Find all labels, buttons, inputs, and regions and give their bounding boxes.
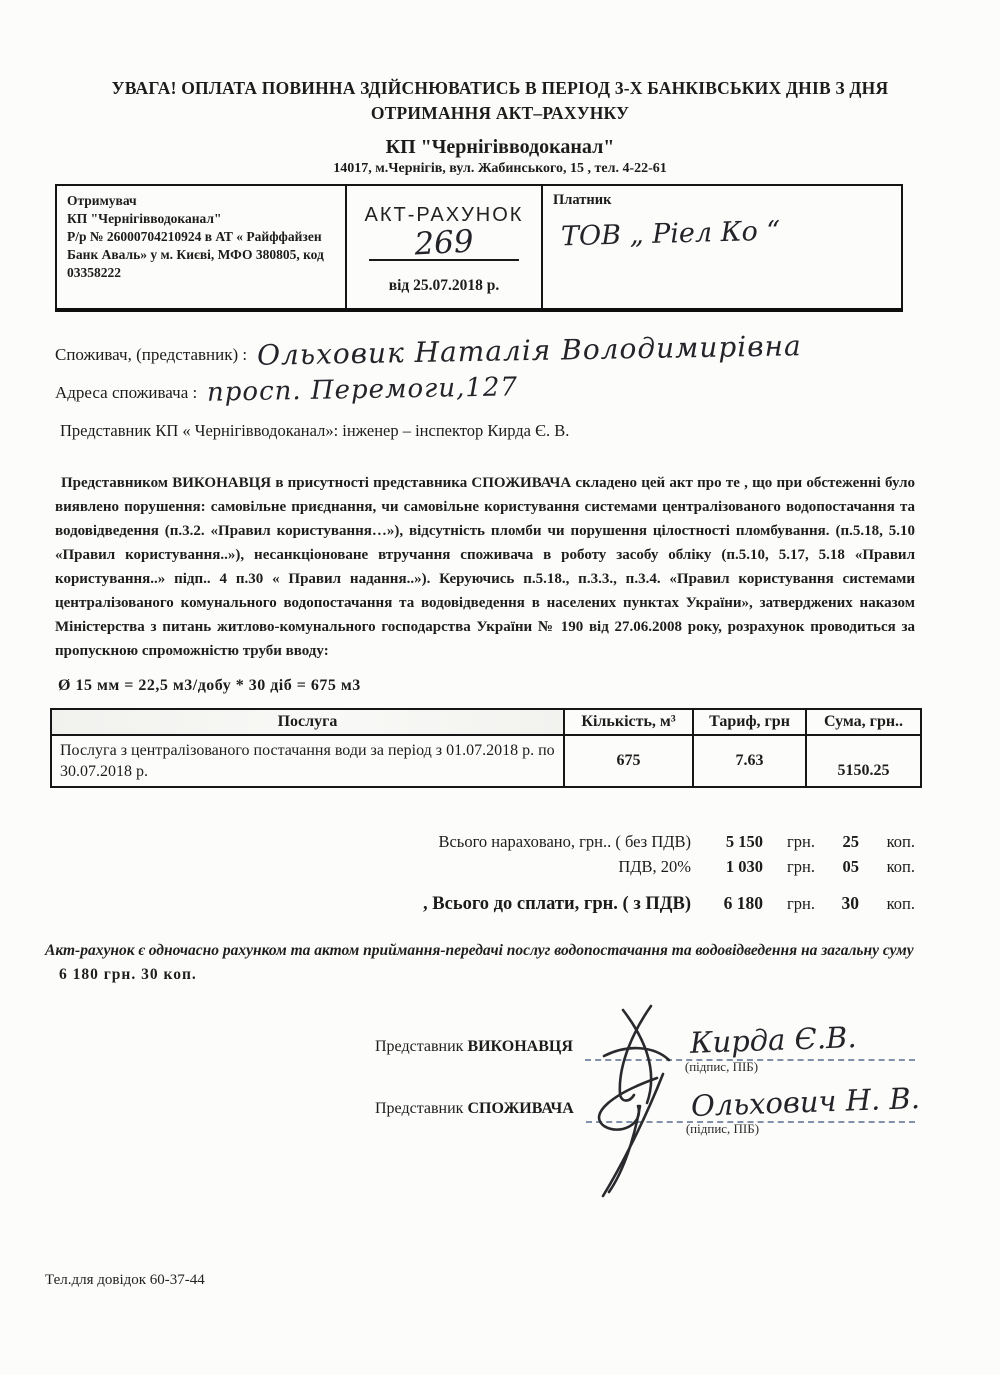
executor-signature-caption: (підпис, ПІБ) (684, 1059, 759, 1074)
totals-block (370, 832, 915, 877)
payer-cell (542, 185, 902, 310)
act-number-handwritten: 269 (413, 223, 475, 263)
header-table-row (56, 185, 902, 310)
subtotal-kop-value: 25 (842, 832, 859, 851)
grand-total-grn-value: 6 180 (723, 893, 763, 913)
subtotal-grn-value: 5 150 (725, 832, 763, 851)
act-equivalence-note (45, 939, 920, 987)
executor-signature-row (375, 1020, 915, 1074)
subtotal-grn-unit: грн. (787, 832, 815, 851)
act-note-text: Акт-рахунок є одночасно рахунком та актом приймання-передачі послуг водопостачання та водовідведення на загальну суму (45, 942, 914, 959)
phone-reference-note: Тел.для довідок 60-37-44 (45, 1272, 205, 1288)
consumer-label-party: СПОЖИВАЧА (467, 1100, 574, 1117)
provider-representative-line: Представник КП « Чернігівводоканал»: інженер – інспектор Кирда Є. В. (60, 421, 570, 440)
recipient-bank-details: Р/р № 26000704210924 в АТ « Райффайзен Банк Аваль» у м. Києві, МФО 380805, код 03358222 (67, 229, 324, 280)
vat-label: ПДВ, 20% (618, 857, 691, 876)
subtotal-kop-unit: коп. (886, 832, 915, 851)
executor-signature-line (585, 1020, 915, 1074)
organization-name: КП "Чернігівводоканал" (385, 136, 615, 158)
subtotal-label: Всього нараховано, грн.. ( без ПДВ) (438, 832, 691, 851)
service-sum-cell: 5150.25 (806, 735, 921, 787)
act-title: АКТ-РАХУНОК (364, 204, 524, 226)
consumer-signature-line (586, 1081, 921, 1136)
service-quantity-cell: 675 (564, 735, 693, 787)
vat-grn-unit: грн. (787, 857, 815, 876)
act-cell (346, 185, 542, 310)
service-table-data-row (51, 735, 921, 787)
executor-label-prefix: Представник (375, 1038, 464, 1055)
grand-total-row (295, 893, 915, 915)
act-note-amount: 6 180 грн. 30 коп. (59, 966, 197, 983)
column-header-tariff: Тариф, грн (693, 709, 806, 735)
consumer-signature-caption: (підпис, ПІБ) (685, 1121, 760, 1136)
consumer-name-signature-handwritten: Ольхович Н. В. (690, 1081, 921, 1123)
service-description-cell: Послуга з централізованого постачання води за період з 01.07.2018 р. по 30.07.2018 р. (51, 735, 564, 787)
consumer-name-handwritten: Ольховик Наталія Володимирівна (256, 329, 803, 372)
consumer-label-prefix: Представник (375, 1100, 464, 1117)
grand-total-kop-unit: коп. (886, 894, 915, 913)
executor-signature-label (375, 1038, 573, 1061)
payment-deadline-notice: УВАГА! ОПЛАТА ПОВИННА ЗДІЙСНЮВАТИСЬ В ПЕРІОД 3-Х БАНКІВСЬКИХ ДНІВ З ДНЯ ОТРИМАННЯ АКТ–РАХУНКУ (111, 78, 889, 123)
organization-address: 14017, м.Чернігів, вул. Жабинського, 15 , тел. 4-22-61 (333, 161, 667, 176)
pipe-capacity-formula: Ø 15 мм = 22,5 м3/добу * 30 діб = 675 м3 (58, 677, 361, 694)
column-header-quantity: Кількість, м³ (564, 709, 693, 735)
payer-label: Платник (553, 192, 612, 208)
service-table-header-row (51, 709, 921, 735)
header-table (55, 184, 903, 312)
service-charges-table (50, 708, 922, 788)
consumer-address-row (55, 372, 1000, 408)
consumer-address-label: Адреса споживача : (55, 383, 198, 402)
executor-label-party: ВИКОНАВЦЯ (467, 1038, 573, 1055)
vat-grn-value: 1 030 (725, 857, 763, 876)
grand-total-label: , Всього до сплати, грн. ( з ПДВ) (423, 894, 691, 914)
act-date: від 25.07.2018 р. (388, 277, 500, 294)
grand-total-kop-value: 30 (841, 893, 859, 913)
recipient-cell (56, 185, 346, 310)
signatures-block (375, 1020, 921, 1136)
column-header-sum: Сума, грн.. (806, 709, 921, 735)
recipient-label: Отримувач (67, 193, 137, 208)
consumer-label: Споживач, (представник) : (55, 345, 248, 364)
vat-kop-unit: коп. (886, 857, 915, 876)
consumer-row (55, 329, 1000, 372)
consumer-address-handwritten: просп. Перемоги,127 (207, 372, 519, 408)
consumer-signature-row (375, 1081, 921, 1136)
grand-total-grn-unit: грн. (787, 894, 815, 913)
recipient-name: КП "Чернігівводоканал" (67, 211, 222, 226)
executor-name-handwritten: Кирда Є.В. (689, 1020, 857, 1060)
vat-kop-value: 05 (842, 857, 859, 876)
column-header-service: Послуга (51, 709, 564, 735)
service-tariff-cell: 7.63 (693, 735, 806, 787)
violation-statement-paragraph: Представником ВИКОНАВЦЯ в присутності представника СПОЖИВАЧА складено цей акт про те , що при обстеженні було виявлено порушення: самовільне приєднання, чи самовільне користування системами централізованого водопостачання та водовідведення (п.3.2. «Правил користування…»), відсутність пломби чи порушення цілостності пломбування. (п.5.18, 5.10 «Правил користування..»), несанкціоноване втручання споживача в роботу засобу обліку (п.5.10, 5.17, 5.18 «Правил користування..» підп.. 4 п.30 « Правил надання..»). Керуючись п.5.18., п.3.3., п.3.4. «Правил користування системами централізованого комунального водопостачання та водовідведення в населених пунктах України», затверджених наказом Міністерства з питань житлово-комунального господарства України № 190 від 27.06.2008 року, розрахунок проводиться за пропускною спроможністю труби вводу: (55, 475, 915, 659)
consumer-signature-label (375, 1100, 574, 1123)
payer-name-handwritten: ТОВ „ Ріел Ко “ (560, 215, 781, 253)
